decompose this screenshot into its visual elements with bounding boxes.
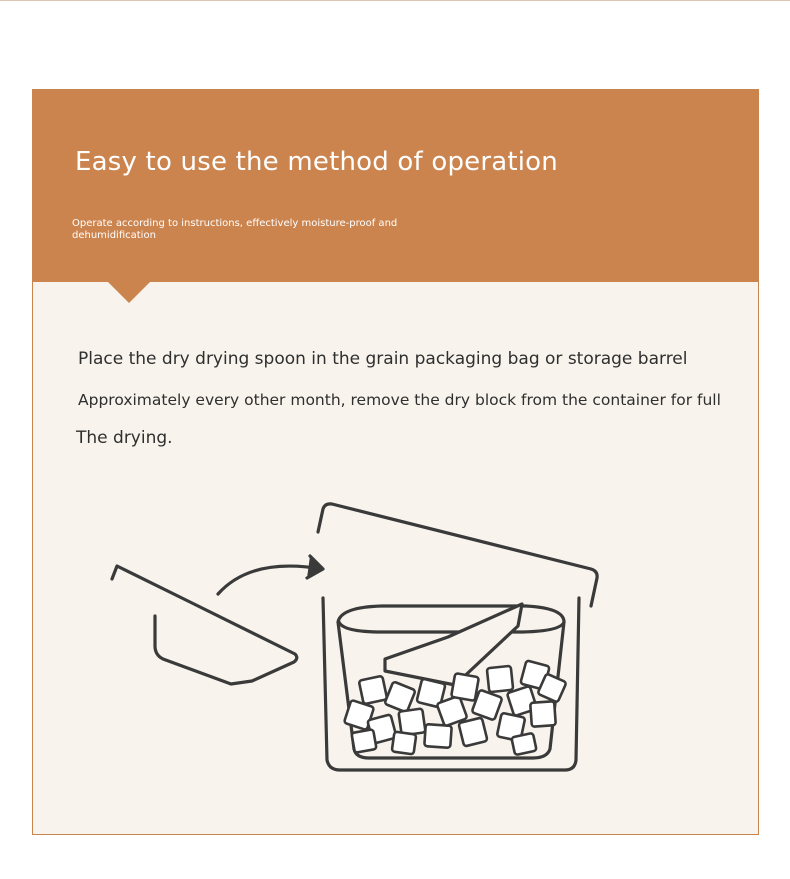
banner-pointer xyxy=(107,281,151,303)
top-divider xyxy=(0,0,790,1)
instruction-line-1: Place the dry drying spoon in the grain packaging bag or storage barrel xyxy=(78,349,688,369)
banner-subtitle: Operate according to instructions, effectively moisture-proof and dehumidification xyxy=(72,218,398,241)
instruction-line-2: Approximately every other month, remove the dry block from the container for full xyxy=(78,391,721,409)
instruction-line-3: The drying. xyxy=(76,428,173,448)
usage-illustration xyxy=(103,495,643,785)
banner-title: Easy to use the method of operation xyxy=(75,147,558,177)
scoop-icon xyxy=(112,566,297,684)
container-lid-icon xyxy=(318,504,597,606)
instruction-card xyxy=(32,89,759,835)
desiccant-block-icon xyxy=(344,660,567,755)
header-banner xyxy=(33,90,758,282)
arrow-icon xyxy=(218,556,323,594)
